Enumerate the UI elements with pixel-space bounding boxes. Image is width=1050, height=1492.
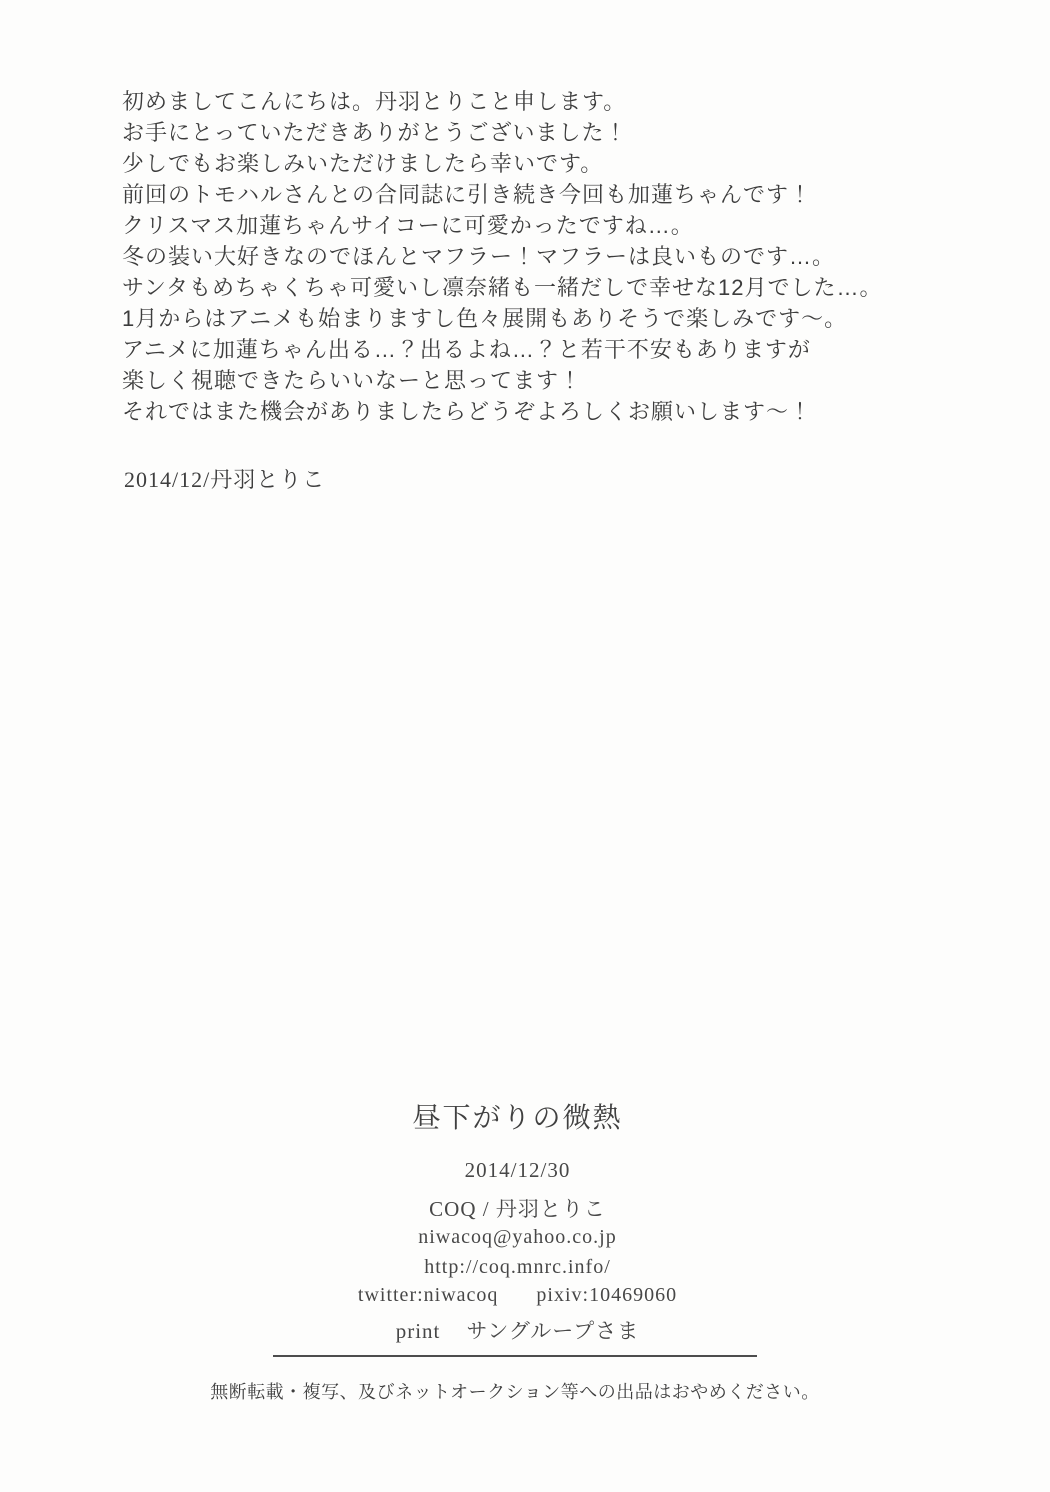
afterword-line: 前回のトモハルさんとの合同誌に引き続き今回も加蓮ちゃんです！	[122, 182, 813, 207]
publish-date: 2014/12/30	[464, 1158, 571, 1182]
afterword-line: 初めましてこんにちは。丹羽とりこと申します。	[122, 89, 627, 114]
website-url: http://coq.mnrc.info/	[424, 1256, 611, 1278]
print-label: print	[395, 1319, 441, 1343]
signature-date: 2014/12/丹羽とりこ	[124, 467, 326, 492]
copyright-notice: 無断転載・複写、及びネットオークション等への出品はおやめください。	[210, 1382, 820, 1402]
afterword-line: お手にとっていただきありがとうございました！	[122, 120, 628, 145]
twitter-handle: twitter:niwacoq	[357, 1284, 499, 1306]
afterword-text-block	[122, 86, 883, 427]
afterword-line: それではまた機会がありましたらどうぞよろしくお願いします～！	[122, 399, 813, 424]
circle-name: COQ / 丹羽とりこ	[429, 1197, 606, 1221]
book-title: 昼下がりの微熱	[412, 1103, 623, 1134]
afterword-line: クリスマス加蓮ちゃんサイコーに可愛かったですね…。	[122, 213, 694, 238]
afterword-line: アニメに加蓮ちゃん出る…？出るよね…？と若干不安もありますが	[122, 337, 811, 362]
divider-line	[273, 1355, 757, 1357]
afterword-line: 少しでもお楽しみいただけましたら幸いです。	[122, 151, 604, 176]
sns-line	[0, 1284, 1035, 1307]
afterword-line: 冬の装い大好きなのでほんとマフラー！マフラーは良いものです…。	[122, 244, 836, 269]
afterword-line: 1月からはアニメも始まりますし色々展開もありそうで楽しみです～。	[122, 306, 848, 331]
afterword-line: 楽しく視聴できたらいいなーと思ってます！	[122, 368, 583, 393]
pixiv-id: pixiv:10469060	[536, 1284, 678, 1306]
printer-name: サングループさま	[466, 1319, 640, 1343]
afterword-line: サンタもめちゃくちゃ可愛いし凛奈緒も一緒だしで幸せな12月でした…。	[122, 275, 883, 300]
print-line	[0, 1315, 1035, 1345]
email-address: niwacoq@yahoo.co.jp	[418, 1226, 617, 1248]
